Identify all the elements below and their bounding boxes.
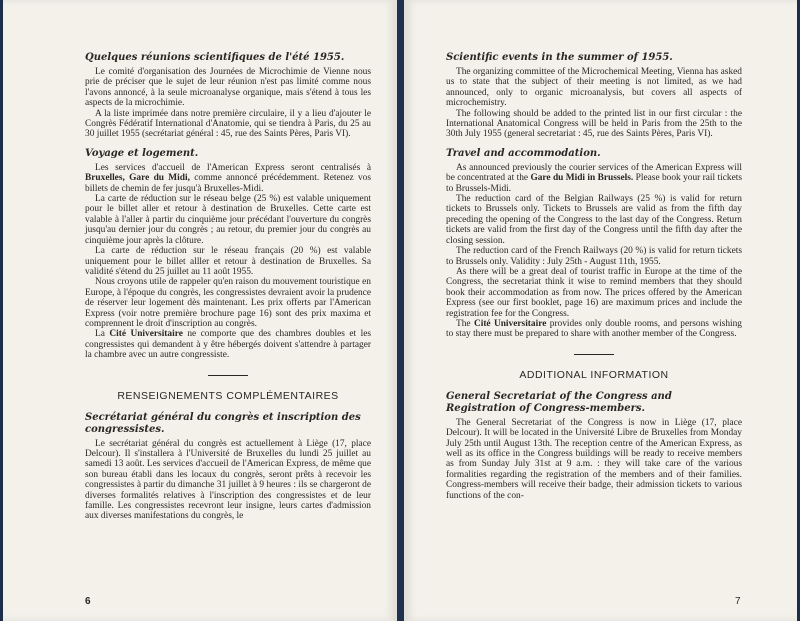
right-divider xyxy=(574,354,614,355)
left-sec2-title: Voyage et logement. xyxy=(85,147,199,159)
right-sec2-p4: As there will be a great deal of tourist traffic in Europe at the time of the Congress, the secretariat think it wise to remind members that they should book their accommodation as from now. The prices offered by the American Express (see our first booklet, page 16) are maximum prices and include the registration fee for the Congress. xyxy=(446,266,742,319)
booklet-spread xyxy=(3,0,797,621)
left-page-number: 6 xyxy=(85,596,91,607)
left-sec1-title: Quelques réunions scientifiques de l'été 1955. xyxy=(85,52,345,63)
right-sec3-title: General Secretariat of the Congress and Registration of Congress-members. xyxy=(446,390,672,414)
left-column xyxy=(85,52,371,522)
left-sec2-p4: Nous croyons utile de rappeler qu'en raison du mouvement touristique en Europe, à l'époque du congrès, les congressistes devraient avoir la prudence de réserver leur logement dès maintenant. Les prix offerts par l'American Express (voir notre première brochure page 16) sont des prix maxima et comprennent le droit d'inscription au congrès. xyxy=(85,277,371,329)
right-sec2-p2: The reduction card of the Belgian Railways (25 %) is valid for return tickets to Brussels only. Tickets to Brussels are valid as from the fifth day preceding the opening of the Congress to the last day of the Congress. Return tickets are valid from the first day of the Congress until the fifth day after the closing session. xyxy=(446,194,742,246)
right-sec2-p1: As announced previously the courier services of the American Express will be concentrated at the Gare du Midi in Brussels. Please book your rail tickets to Brussels-Midi. xyxy=(446,162,742,194)
left-sec3-p1: Le secrétariat général du congrès est actuellement à Liège (17, place Delcour). Il s'installera à l'Université de Bruxelles du lundi 25 juillet au samedi 13 août. Les services d'accueil de l'American Express, de même que son bureau établi dans les locaux du congrès, seront prêts à recevoir les congressistes à partir du dimanche 31 juillet à 9 heures : ils se chargeront de diverses formalités relatives à l'inscription des congressistes et de leur famille. Les congressistes recevront leur insigne, leurs cartes d'admission aux diverses manifestations du congrès, le xyxy=(85,438,371,522)
left-sec2-p3: La carte de réduction sur le réseau français (20 %) est valable uniquement pour le billet alller et retour à destination de Bruxelles. Sa validité s'étend du 25 juillet au 11 août 1955. xyxy=(85,246,371,277)
left-divider xyxy=(208,375,248,376)
left-sec1-p1: Le comité d'organisation des Journées de Microchimie de Vienne nous prie de préciser que le sujet de leur réunion n'est pas limité comme nous l'avons annoncé, à la seule microanalyse organique, mais s'étend à tous les aspects de la microchimie. xyxy=(85,67,371,109)
right-sec1-p1: The organizing committee of the Microchemical Meeting, Vienna has asked us to state that the subject of their meeting is not limited, as we had announced, only to organic microanalysis, but covers all aspects of microchemistry. xyxy=(446,67,742,109)
right-column xyxy=(446,52,742,501)
right-sec2-p5: The Cité Universitaire provides only double rooms, and persons wishing to stay there must be prepared to share with another member of the Congress. xyxy=(446,318,742,340)
right-sec2-title: Travel and accommodation. xyxy=(446,147,601,159)
right-sec1-p2: The following should be added to the printed list in our first circular : the International Anatomical Congress will be held in Paris from the 25th to the 30th July 1955 (general secretariat : 45, rue des Saints Pères, Paris VI). xyxy=(446,108,742,140)
right-page xyxy=(404,0,797,621)
left-sec2-p1: Les services d'accueil de l'American Express seront centralisés à Bruxelles, Gare du Midi, comme annoncé précédemment. Retenez vos billets de chemin de fer jusqu'à Bruxelles-Midi. xyxy=(85,162,371,194)
left-sec3-heading: RENSEIGNEMENTS COMPLÉMENTAIRES xyxy=(117,389,339,402)
left-sec3-title: Secrétariat général du congrès et inscription des congressistes. xyxy=(85,411,361,435)
left-sec1-p2: A la liste imprimée dans notre première circulaire, il y a lieu d'ajouter le Congrès Fédératif International d'Anatomie, qui se tiendra à Paris, du 25 au 30 juillet 1955 (secrétariat général : 45, rue des Saints Pères, Paris VI). xyxy=(85,108,371,140)
right-sec2-p3: The reduction card of the French Railways (20 %) is valid for return tickets to Brussels only. Validity : July 25th - August 11th, 1955. xyxy=(446,246,742,267)
left-sec2-p2: La carte de réduction sur le réseau belge (25 %) est valable uniquement pour le billet aller et retour à destination de Bruxelles. Cette carte est valable à l'aller à partir du cinquième jour précédant l'ouverture du congrès jusqu'au dernier jour du congrès ; au retour, du premier jour du congrès au cinquième jour après la clôture. xyxy=(85,194,371,246)
right-sec1-title: Scientific events in the summer of 1955. xyxy=(446,52,673,63)
left-sec2-p5: La Cité Universitaire ne comporte que des chambres doubles et les congressistes qui demandent à y être hébergés doivent s'attendre à partager la chambre avec un autre congressiste. xyxy=(85,329,371,361)
right-sec3-p1: The General Secretariat of the Congress is now in Liège (17, place Delcour). It will be located in the Université Libre de Bruxelles from Monday July 25th until August 13th. The reception centre of the American Express, as well as its office in the Congress buildings will be ready to receive members as from Sunday July 31st at 9 a.m. : they will take care of the various formalities regarding the registration of the members and of their families. Congress-members will receive their badge, their admission tickets to various functions of the con- xyxy=(446,417,742,501)
right-page-number: 7 xyxy=(735,596,741,607)
left-page xyxy=(3,0,397,621)
gutter xyxy=(397,0,404,621)
right-sec3-heading: ADDITIONAL INFORMATION xyxy=(519,368,669,381)
